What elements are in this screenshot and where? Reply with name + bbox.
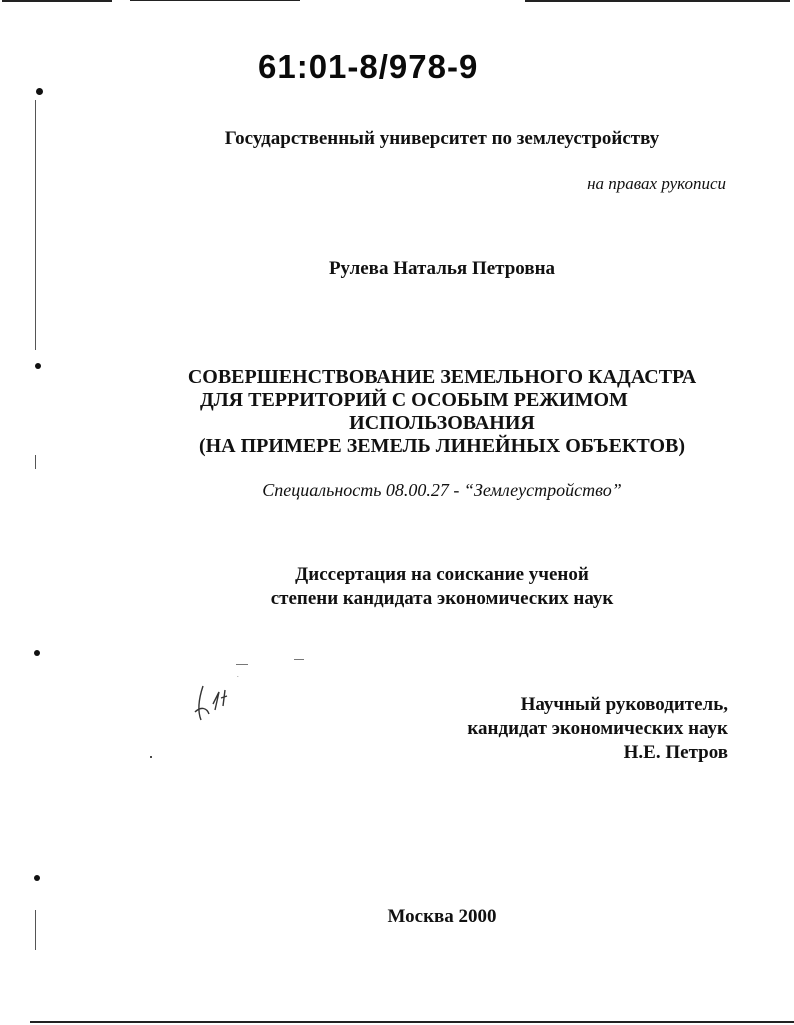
specialty: Специальность 08.00.27 - “Землеустройство”: [262, 480, 622, 500]
scan-margin-dot-1: [36, 88, 43, 95]
dissertation-line: степени кандидата экономических наук: [270, 588, 614, 609]
city-year: Москва 2000: [387, 906, 497, 927]
title-line: ДЛЯ ТЕРРИТОРИЙ С ОСОБЫМ РЕЖИМОМ: [200, 389, 628, 411]
handwritten-signature: [185, 676, 255, 736]
title-line: (НА ПРИМЕРЕ ЗЕМЕЛЬ ЛИНЕЙНЫХ ОБЪЕКТОВ): [198, 435, 686, 457]
catalog-number: 61:01-8/978-9: [258, 48, 479, 85]
dissertation-line: Диссертация на соискание ученой: [295, 564, 589, 585]
scan-margin-dot-3: [34, 650, 40, 656]
pencil-mark: [236, 664, 248, 665]
advisor-name: Н.Е. Петров: [623, 742, 728, 763]
scan-top-edge-mid: [130, 0, 300, 1]
title-line: СОВЕРШЕНСТВОВАНИЕ ЗЕМЕЛЬНОГО КАДАСТРА: [187, 366, 697, 388]
scan-bottom-edge: [30, 1021, 794, 1023]
scan-margin-dot-4: [34, 875, 40, 881]
advisor-degree: кандидат экономических наук: [467, 718, 728, 739]
rights-note: на правах рукописи: [587, 174, 726, 193]
title-line: ИСПОЛЬЗОВАНИЯ: [349, 412, 535, 434]
scan-speck: [150, 756, 152, 758]
advisor-role: Научный руководитель,: [520, 694, 728, 715]
scan-top-edge-right: [525, 0, 790, 2]
scan-top-edge-left: [2, 0, 112, 2]
pencil-mark: [294, 659, 304, 660]
author-name: Рулева Наталья Петровна: [328, 258, 556, 279]
university-name: Государственный университет по землеустройству: [224, 128, 660, 149]
